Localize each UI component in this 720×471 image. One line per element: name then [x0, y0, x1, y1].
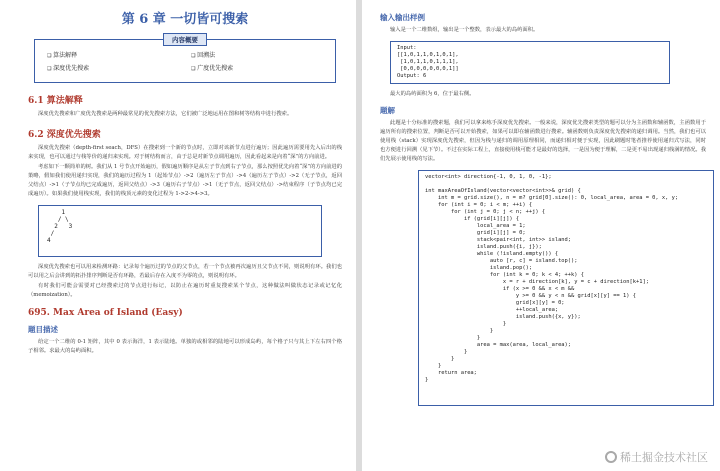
content-overview-box [34, 36, 336, 83]
code-line: [0,0,0,0,0,0,0,1]] [397, 66, 459, 72]
tree-line: / [47, 230, 55, 237]
code-line: area = max(area, local_area); [425, 342, 572, 348]
code-line: } [425, 356, 455, 362]
code-line: } [425, 335, 481, 341]
code-line: if (x >= 0 && x < m && [425, 286, 575, 292]
problem-title: 695. Max Area of Island (Easy) [28, 308, 183, 318]
tree-line: / \ [47, 216, 69, 223]
juejin-logo-icon [605, 451, 617, 463]
code-line: x = r + direction[k], y = c + direction[k+1]; [425, 279, 649, 285]
code-line: auto [r, c] = island.top(); [425, 258, 578, 264]
paragraph: 有时我们可能会需要对已经搜索过的节点进行标记，以防止在遍历时重复搜索某个节点，这种做法叫做状态记录或记忆化（memoization）。 [28, 283, 342, 298]
code-line: for (int j = 0; j < n; ++j) { [425, 209, 546, 215]
code-line: Input: [397, 45, 417, 51]
code-line: stack<pair<int, int>> island; [425, 237, 572, 243]
watermark-text: 稀土掘金技术社区 [620, 451, 708, 464]
code-line: if (grid[i][j]) { [425, 216, 520, 222]
code-line: local_area = 1; [425, 223, 526, 229]
subheading-io-example: 输入输出样例 [380, 13, 425, 22]
io-example-code [390, 41, 670, 84]
section-heading-6-1: 6.1 算法解释 [28, 96, 83, 106]
tree-diagram [38, 205, 322, 257]
tree-line: 4 [47, 237, 51, 244]
chapter-title: 第 6 章 一切皆可搜索 [121, 12, 249, 27]
code-line: ++local_area; [425, 307, 559, 313]
solution-code [418, 170, 714, 406]
paragraph: 深度优先搜索也可以用来检测环路：记录每个遍历过的节点的父节点，若一个节点被再次遍历且父节点不同，则说明有环。我们也可以用之后会讲到的拓扑排序判断是否有环路，若最后存在入度不为零的点，则说明有环。 [28, 264, 342, 279]
watermark [605, 449, 708, 465]
code-line: island.push({x, y}); [425, 314, 581, 320]
code-line: y >= 0 && y < n && grid[x][y] == 1) { [425, 293, 636, 299]
code-line: for (int i = 0; i < m; ++i) { [425, 202, 533, 208]
code-line: int maxAreaOfIsland(vector<vector<int>>& grid) { [425, 188, 581, 194]
code-line: grid[x][y] = 0; [425, 300, 565, 306]
code-line: [1,0,1,1,0,1,1,1], [397, 59, 459, 65]
paragraph: 最大的岛屿面积为 6，位于最右侧。 [390, 91, 475, 97]
code-line: [[1,0,1,1,0,1,0,1], [397, 52, 459, 58]
tree-line: 1 [47, 209, 66, 216]
code-line: island.pop(); [425, 265, 533, 271]
section-heading-6-2: 6.2 深度优先搜索 [28, 130, 101, 140]
paragraph: 深度优先搜索和广度优先搜索是两种最常见的优先搜索方法，它们被广泛地运用在图和树等结构中进行搜索。 [38, 111, 293, 117]
paragraph: 给定一个二维的 0-1 矩阵，其中 0 表示海洋，1 表示陆地。单独的或相邻的陆地可以形成岛屿，每个格子只与其上下左右四个格子相邻。求最大的岛屿面积。 [28, 339, 342, 354]
code-line: return area; [425, 370, 477, 376]
code-line: } [425, 328, 494, 334]
code-line: island.push({i, j}); [425, 244, 542, 250]
subheading-description: 题目描述 [28, 325, 58, 334]
code-line: while (!island.empty()) { [425, 251, 559, 257]
left-page [0, 0, 356, 471]
subheading-solution: 题解 [380, 106, 395, 115]
toc-item: ❑ 算法解释 [47, 50, 191, 59]
code-line: } [425, 321, 507, 327]
code-line: grid[i][j] = 0; [425, 230, 526, 236]
tree-line: 2 3 [47, 223, 73, 230]
paragraph: 输入是一个二维数组，输出是一个整数，表示最大的岛屿面积。 [390, 27, 539, 33]
code-line [425, 181, 707, 188]
code-line: for (int k = 0; k < 4; ++k) { [425, 272, 585, 278]
paragraph: 深度优先搜索（depth-first seach，DFS）在搜索到一个新的节点时，立即对该新节点进行遍历；因此遍历需要用先入后出的栈来实现，也可以通过与栈等价的递归来实现。对于树结构而言，由于总是对新节点调用遍历，因此看起来是向着“深”的方向前进。 [28, 145, 342, 160]
toc-item: ❑ 广度优先搜索 [191, 63, 335, 72]
code-line: } [425, 377, 429, 383]
paragraph: 考虑如下一颗简单的树。我们从 1 号节点开始遍历，假如遍历顺序是从左子节点到右子节点，那么按照优先向着“深”的方向前进的策略，假如我们使用递归实现，我们的遍历过程为 1（起始节点）->2（遍历左子节点）->4（遍历左子节点）->2（无子节点，返回父结点）->1（子节点均已完成遍历，返回父结点）->3（遍历右子节点）->1（无子节点，返回父结点）->结束程序（子节点均已完成遍历）。如果我们使用栈实现，我们的栈顶元素的变化过程为 1->2->4->3。 [28, 164, 342, 197]
code-line: } [425, 363, 442, 369]
toc-item: ❑ 深度优先搜索 [47, 63, 191, 72]
content-overview-label: 内容概要 [163, 33, 207, 46]
code-line: Output: 6 [397, 73, 427, 79]
toc-item: ❑ 回溯法 [191, 50, 335, 59]
right-page [362, 0, 720, 471]
code-line: } [425, 349, 468, 355]
paragraph: 此题是十分标准的搜索题，我们可以拿来练手深度优先搜索。一般来说，深度优先搜索类型的题可以分为主函数和辅函数，主函数用于遍历所有的搜索位置，判断是否可以开始搜索，如果可以即在辅函数进行搜索。辅函数则负责深度优先搜索的递归调用。当然，我们也可以使用栈（stack）实现深度优先搜索，但因为栈与递归的调用原理相同，而递归相对便于实现，因此刷题时笔者推荐使用递归式写法，同时也方便进行回溯（见下节）。不过在实际工程上，直接使用栈可能才是最好的选择，一是因为便于理解，二是更不易出现递归栈满的情况。我们先展示使用栈的写法。 [380, 120, 706, 162]
code-line: int m = grid.size(), n = m? grid[0].size(): 0, local_area, area = 0, x, y; [425, 195, 679, 201]
code-line: vector<int> direction{-1, 0, 1, 0, -1}; [425, 174, 552, 180]
